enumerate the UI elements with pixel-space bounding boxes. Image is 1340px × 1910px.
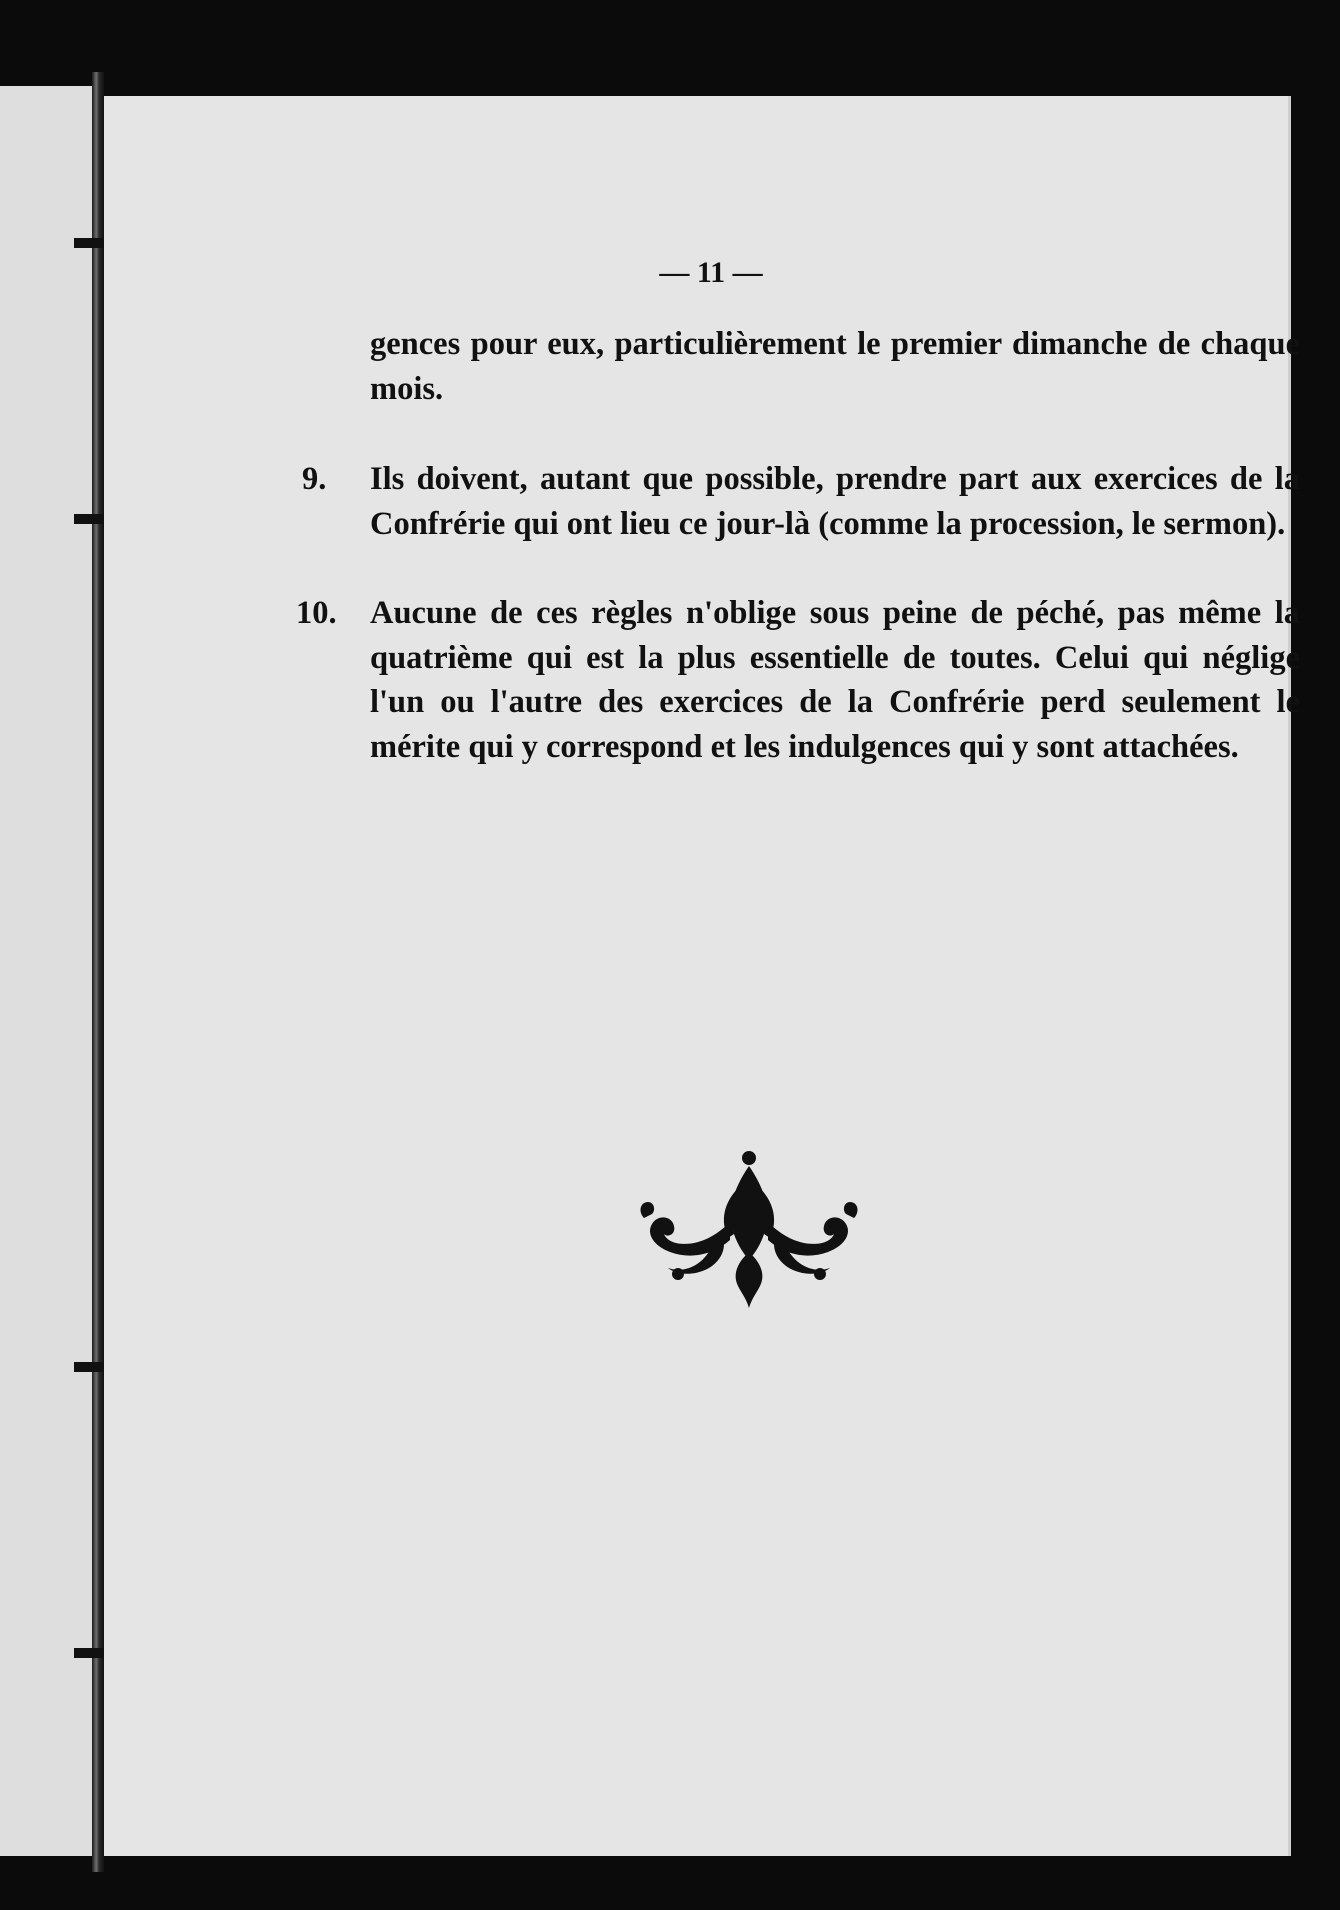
rule-number: 10. [296,595,337,631]
rule-item-9 [302,457,1300,546]
book-page [104,96,1300,1856]
page-number: — 11 — [659,256,763,289]
continuation-paragraph: gences pour eux, particulièrement le premier dimanche de chaque mois. [370,326,1300,407]
rule-number: 9. [302,461,327,497]
page-body [296,322,1300,769]
rule-item-10 [296,591,1300,769]
rule-text: Ils doivent, autant que possible, prendre part aux exercices de la Confrérie qui ont lieu ce jour-là (comme la procession, le sermon). [370,461,1300,542]
fleuron-ornament-icon [634,1148,864,1313]
rule-text: Aucune de ces règles n'oblige sous peine de péché, pas même la quatrième qui est la plus essentielle de toutes. Celui qui néglige l'un ou l'autre des exercices de la Confrérie perd seulement le mérite qui y correspond et les indulgences qui y sont attachées. [370,595,1300,765]
book-spine [92,72,104,1872]
facing-page-edge [0,86,100,1856]
